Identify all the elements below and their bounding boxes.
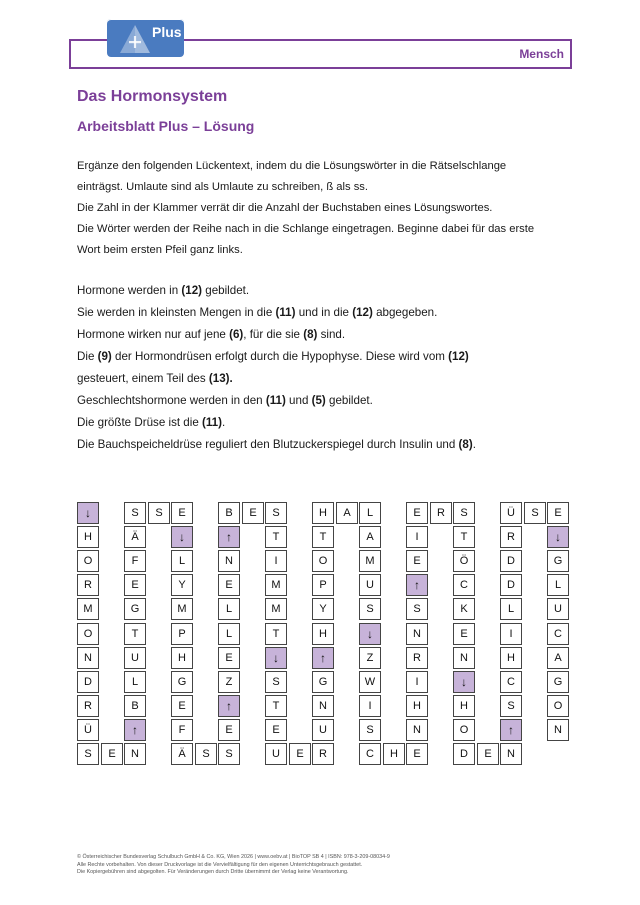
snake-cell: S [195, 743, 217, 765]
snake-cell: H [312, 502, 334, 524]
snake-cell: N [218, 550, 240, 572]
snake-cell: M [265, 598, 287, 620]
snake-cell: K [453, 598, 475, 620]
snake-cell: Ü [77, 719, 99, 741]
snake-cell: R [430, 502, 452, 524]
arrow-down-icon: ↓ [77, 502, 99, 524]
snake-cell: R [77, 574, 99, 596]
snake-cell: R [406, 647, 428, 669]
snake-cell: H [312, 623, 334, 645]
snake-cell: B [218, 502, 240, 524]
gap-length: (8) [303, 328, 318, 341]
snake-cell: F [124, 550, 146, 572]
snake-cell: E [218, 647, 240, 669]
snake-cell: A [336, 502, 358, 524]
snake-cell: O [312, 550, 334, 572]
arrow-up-icon: ↑ [124, 719, 146, 741]
snake-cell: E [218, 574, 240, 596]
arrow-down-icon: ↓ [359, 623, 381, 645]
snake-cell: P [312, 574, 334, 596]
snake-cell: L [359, 502, 381, 524]
cloze-line [77, 280, 597, 302]
arrow-up-icon: ↑ [312, 647, 334, 669]
snake-cell: L [547, 574, 569, 596]
snake-cell: N [406, 719, 428, 741]
snake-cell: H [383, 743, 405, 765]
triangle-logo-icon [119, 23, 151, 55]
page-subtitle: Arbeitsblatt Plus – Lösung [77, 118, 255, 134]
arrow-up-icon: ↑ [406, 574, 428, 596]
cloze-line [77, 302, 597, 324]
snake-cell: C [500, 671, 522, 693]
snake-cell: C [453, 574, 475, 596]
snake-cell: U [547, 598, 569, 620]
snake-cell: W [359, 671, 381, 693]
snake-cell: N [453, 647, 475, 669]
snake-cell: E [171, 695, 193, 717]
snake-cell: I [500, 623, 522, 645]
arrow-up-icon: ↑ [218, 695, 240, 717]
snake-cell: G [312, 671, 334, 693]
snake-cell: S [359, 719, 381, 741]
cloze-text-segment: gebildet. [325, 394, 373, 407]
snake-cell: I [406, 526, 428, 548]
snake-cell: I [359, 695, 381, 717]
snake-cell: G [547, 671, 569, 693]
arrow-down-icon: ↓ [265, 647, 287, 669]
snake-cell: U [359, 574, 381, 596]
gap-length: (11) [275, 306, 296, 319]
gap-length: (9) [97, 350, 112, 363]
page-title: Das Hormonsystem [77, 88, 228, 105]
cloze-text-segment: . [222, 416, 226, 429]
snake-cell: S [524, 502, 546, 524]
cloze-text-segment: und [285, 394, 312, 407]
snake-cell: E [547, 502, 569, 524]
snake-cell: Ö [453, 550, 475, 572]
snake-cell: E [477, 743, 499, 765]
category-label: Mensch [519, 47, 564, 61]
plus-logo [107, 19, 184, 57]
snake-cell: M [359, 550, 381, 572]
snake-cell: S [406, 598, 428, 620]
snake-cell: Z [218, 671, 240, 693]
snake-cell: N [406, 623, 428, 645]
snake-cell: E [406, 550, 428, 572]
snake-cell: H [171, 647, 193, 669]
cloze-text-segment: Hormone werden in [77, 284, 182, 297]
gap-length: (12) [352, 306, 373, 319]
snake-cell: E [218, 719, 240, 741]
snake-cell: Z [359, 647, 381, 669]
snake-cell: S [359, 598, 381, 620]
snake-cell: F [171, 719, 193, 741]
snake-cell: R [500, 526, 522, 548]
snake-cell: S [218, 743, 240, 765]
snake-cell: U [312, 719, 334, 741]
snake-cell: T [453, 526, 475, 548]
snake-cell: U [124, 647, 146, 669]
cloze-text-segment: gebildet. [202, 284, 250, 297]
snake-cell: L [171, 550, 193, 572]
snake-cell: L [218, 598, 240, 620]
snake-cell: N [500, 743, 522, 765]
snake-cell: D [500, 550, 522, 572]
instruction-line: Die Zahl in der Klammer verrät dir die Anzahl der Buchstaben eines Lösungswortes. [77, 202, 493, 214]
snake-cell: T [265, 695, 287, 717]
cloze-text [77, 280, 597, 456]
footer-line: Alle Rechte vorbehalten. Von dieser Druckvorlage ist die Vervielfältigung für den eigenen Unterrichtsgebrauch gestattet. [77, 861, 363, 868]
snake-cell: A [359, 526, 381, 548]
gap-length: (13). [208, 372, 233, 385]
snake-cell: Ä [171, 743, 193, 765]
snake-cell: R [77, 695, 99, 717]
snake-cell: H [406, 695, 428, 717]
cloze-line [77, 412, 597, 434]
gap-length: (8) [458, 438, 473, 451]
snake-cell: D [77, 671, 99, 693]
cloze-text-segment: Sie werden in kleinsten Mengen in die [77, 306, 276, 319]
cloze-line [77, 368, 597, 390]
cloze-text-segment: gesteuert, einem Teil des [77, 372, 209, 385]
cloze-text-segment: Die Bauchspeicheldrüse reguliert den Blutzuckerspiegel durch Insulin und [77, 438, 459, 451]
gap-length: (5) [311, 394, 326, 407]
cloze-line [77, 390, 597, 412]
instruction-line: Ergänze den folgenden Lückentext, indem du die Lösungswörter in die Rätselschlange [77, 160, 507, 172]
snake-cell: T [265, 526, 287, 548]
footer-line: Die Kopiergebühren sind abgegolten. Für Veränderungen durch Dritte übernimmt der Verlag keine Verantwortung. [77, 869, 349, 875]
snake-cell: E [242, 502, 264, 524]
cloze-text-segment: abgegeben. [372, 306, 438, 319]
snake-cell: S [265, 671, 287, 693]
snake-cell: C [547, 623, 569, 645]
snake-cell: D [453, 743, 475, 765]
cloze-line [77, 324, 597, 346]
snake-cell: N [312, 695, 334, 717]
instruction-line: einträgst. Umlaute sind als Umlaute zu schreiben, ß als ss. [77, 181, 368, 193]
snake-cell: I [406, 671, 428, 693]
snake-cell: G [171, 671, 193, 693]
instructions [77, 156, 597, 261]
arrow-up-icon: ↑ [218, 526, 240, 548]
snake-cell: T [265, 623, 287, 645]
snake-cell: O [77, 623, 99, 645]
snake-cell: S [500, 695, 522, 717]
cloze-text-segment: , für die sie [243, 328, 304, 341]
cloze-text-segment: Die größte Drüse ist die [77, 416, 203, 429]
snake-cell: H [500, 647, 522, 669]
snake-cell: H [453, 695, 475, 717]
snake-cell: S [77, 743, 99, 765]
snake-cell: R [312, 743, 334, 765]
cloze-text-segment: und in die [295, 306, 353, 319]
instruction-line: Die Wörter werden der Reihe nach in die Schlange eingetragen. Beginne dabei für das erste [77, 223, 535, 235]
snake-cell: L [218, 623, 240, 645]
snake-cell: D [500, 574, 522, 596]
footer-line: © Österreichischer Bundesverlag Schulbuch GmbH & Co. KG, Wien 2026 | www.oebv.at | BioTOP SB 4 | ISBN: 978-3-209-08034-9 [77, 854, 390, 860]
gap-length: (11) [265, 394, 286, 407]
snake-cell: O [547, 695, 569, 717]
gap-length: (6) [229, 328, 244, 341]
snake-cell: Y [171, 574, 193, 596]
snake-cell: E [406, 743, 428, 765]
snake-cell: Ü [500, 502, 522, 524]
snake-cell: E [171, 502, 193, 524]
snake-cell: C [359, 743, 381, 765]
snake-cell: O [453, 719, 475, 741]
cloze-text-segment: . [472, 438, 476, 451]
cloze-line [77, 434, 597, 456]
snake-cell: A [547, 647, 569, 669]
instruction-line: Wort beim ersten Pfeil ganz links. [77, 244, 243, 256]
snake-cell: L [124, 671, 146, 693]
snake-cell: N [124, 743, 146, 765]
snake-cell: M [77, 598, 99, 620]
snake-cell: E [265, 719, 287, 741]
snake-cell: E [453, 623, 475, 645]
snake-cell: E [406, 502, 428, 524]
snake-cell: T [312, 526, 334, 548]
snake-cell: S [265, 502, 287, 524]
snake-cell: S [453, 502, 475, 524]
snake-cell: N [77, 647, 99, 669]
arrow-down-icon: ↓ [171, 526, 193, 548]
snake-cell: M [171, 598, 193, 620]
cloze-text-segment: der Hormondrüsen erfolgt durch die Hypophyse. Diese wird vom [111, 350, 449, 363]
cloze-text-segment: sind. [317, 328, 346, 341]
logo-text: Plus [152, 24, 182, 40]
snake-cell: N [547, 719, 569, 741]
snake-cell: Ä [124, 526, 146, 548]
footer [77, 854, 577, 877]
snake-cell: S [124, 502, 146, 524]
snake-cell: E [289, 743, 311, 765]
snake-cell: P [171, 623, 193, 645]
snake-cell: L [500, 598, 522, 620]
snake-cell: E [101, 743, 123, 765]
cloze-line [77, 346, 597, 368]
snake-cell: H [77, 526, 99, 548]
snake-cell: G [547, 550, 569, 572]
arrow-down-icon: ↓ [547, 526, 569, 548]
gap-length: (12) [448, 350, 469, 363]
snake-cell: B [124, 695, 146, 717]
arrow-down-icon: ↓ [453, 671, 475, 693]
cloze-text-segment: Hormone wirken nur auf jene [77, 328, 230, 341]
snake-cell: M [265, 574, 287, 596]
gap-length: (11) [202, 416, 222, 429]
snake-cell: G [124, 598, 146, 620]
snake-cell: U [265, 743, 287, 765]
snake-cell: I [265, 550, 287, 572]
snake-cell: T [124, 623, 146, 645]
cloze-text-segment: Geschlechtshormone werden in den [77, 394, 266, 407]
arrow-up-icon: ↑ [500, 719, 522, 741]
cloze-text-segment: Die [77, 350, 98, 363]
snake-cell: Y [312, 598, 334, 620]
word-snake-grid [77, 502, 567, 766]
snake-cell: S [148, 502, 170, 524]
snake-cell: E [124, 574, 146, 596]
gap-length: (12) [181, 284, 203, 297]
snake-cell: O [77, 550, 99, 572]
